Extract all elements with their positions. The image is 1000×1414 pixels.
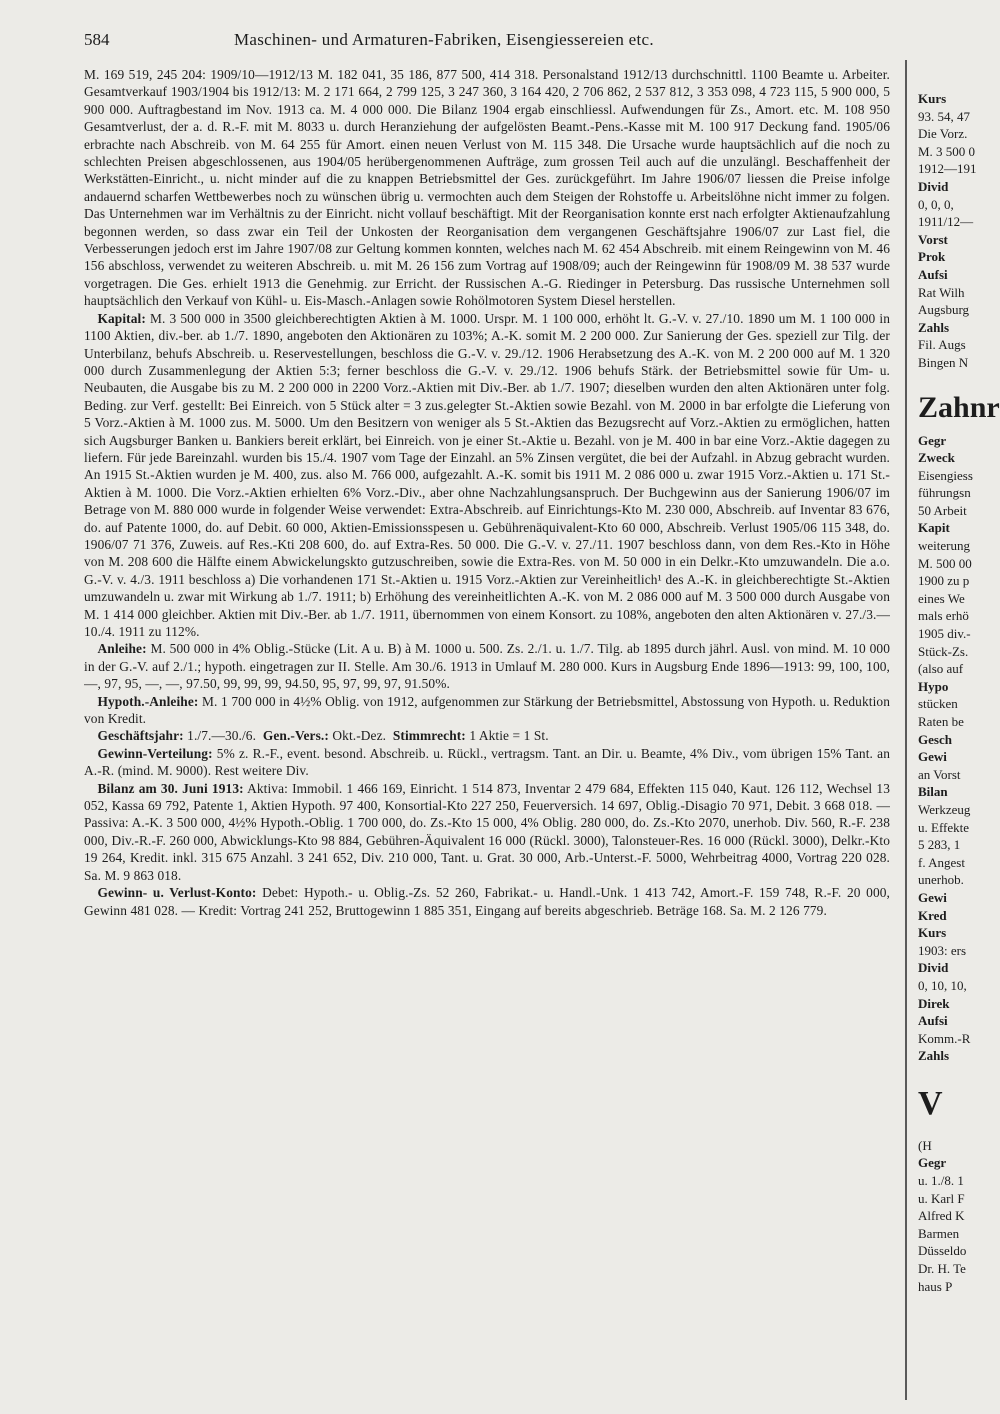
body-text bbox=[84, 66, 890, 919]
right-line: u. 1./8. 1 bbox=[918, 1173, 964, 1189]
guv-label: Gewinn- u. Verlust-Konto: bbox=[97, 885, 257, 901]
right-line: M. 500 00 bbox=[918, 555, 972, 571]
running-title: Maschinen- und Armaturen-Fabriken, Eisengiessereien etc. bbox=[234, 30, 654, 49]
right-lines-group-3 bbox=[918, 1137, 1000, 1295]
right-line: stücken bbox=[918, 696, 958, 712]
right-line: Kapit bbox=[918, 520, 950, 536]
right-line: Alfred K bbox=[918, 1208, 965, 1224]
bilanz-label: Bilanz am 30. Juni 1913: bbox=[97, 780, 244, 796]
right-line: Divid bbox=[918, 178, 949, 194]
anleihe-label: Anleihe: bbox=[97, 641, 147, 657]
right-line: Stück-Zs. bbox=[918, 643, 969, 659]
right-line: Die Vorz. bbox=[918, 126, 968, 142]
right-line: Düsseldo bbox=[918, 1243, 967, 1259]
right-line: f. Angest bbox=[918, 854, 965, 870]
guv-paragraph bbox=[84, 884, 890, 919]
right-line: Fil. Augs bbox=[918, 337, 966, 353]
hypoth-paragraph bbox=[84, 693, 890, 728]
right-line: Vorst bbox=[918, 231, 948, 247]
right-line: Gesch bbox=[918, 731, 952, 747]
right-line: Gegr bbox=[918, 1155, 947, 1171]
gewinn-label: Gewinn-Verteilung: bbox=[97, 745, 213, 761]
right-line: unerhob. bbox=[918, 872, 964, 888]
anleihe-paragraph bbox=[84, 640, 890, 692]
gewinn-paragraph bbox=[84, 745, 890, 780]
kapital-label: Kapital: bbox=[97, 310, 146, 326]
page-number: 584 bbox=[84, 30, 110, 49]
spacer bbox=[918, 1065, 1000, 1081]
right-line: (also auf bbox=[918, 661, 964, 677]
hypoth-text: M. 1 700 000 in 4½% Oblig. von 1912, aufgenommen zur Stärkung der Betriebsmittel, Abstossung von Hypoth. u. Reduktion von Kredit. bbox=[84, 693, 890, 727]
right-line: Gegr bbox=[918, 432, 947, 448]
right-line: Dr. H. Te bbox=[918, 1261, 966, 1277]
right-line: u. Karl F bbox=[918, 1190, 965, 1206]
guv-text: Debet: Hypoth.- u. Oblig.-Zs. 52 260, Fabrikat.- u. Handl.-Unk. 1 413 742, Amort.-F. 159 748, R.-F. 20 000, Gewinn 481 028. — Kredit: Vortrag 241 252, Bruttogewinn 1 885 351, Eingang auf bereits abgeschrieb. Beträge 168. Sa. M. 2 126 779. bbox=[84, 885, 890, 918]
right-line: Komm.-R bbox=[918, 1030, 971, 1046]
page-header bbox=[84, 30, 890, 60]
right-line: führungsn bbox=[918, 485, 971, 501]
kapital-paragraph bbox=[84, 310, 890, 641]
right-line: u. Effekte bbox=[918, 819, 970, 835]
main-column bbox=[84, 30, 890, 1400]
right-line: 0, 0, 0, bbox=[918, 196, 954, 212]
right-line: mals erhö bbox=[918, 608, 969, 624]
right-line: 50 Arbeit bbox=[918, 502, 967, 518]
right-line: Aufsi bbox=[918, 266, 948, 282]
spacer bbox=[918, 372, 1000, 388]
right-line: Gewi bbox=[918, 749, 947, 765]
right-line: Raten be bbox=[918, 714, 964, 729]
gewinn-text: 5% z. R.-F., event. besond. Abschreib. u. Rückl., vertragsm. Tant. an Dir. u. Beamte, 4% Div., vom übrigen 15% Tant. an A.-R. (mind. M. 9000). Rest weitere Div. bbox=[84, 745, 890, 779]
right-line: Augsburg bbox=[918, 302, 970, 318]
right-line: 1903: ers bbox=[918, 942, 967, 958]
right-line: Aufsi bbox=[918, 1013, 948, 1029]
right-line: Zweck bbox=[918, 450, 955, 466]
right-line: Barmen bbox=[918, 1225, 960, 1241]
right-line: 1900 zu p bbox=[918, 573, 970, 589]
right-line: Hypo bbox=[918, 678, 949, 694]
gen-vers-text: Okt.-Dez. bbox=[332, 728, 387, 744]
right-line: an Vorst bbox=[918, 766, 961, 782]
geschaeftsjahr-text: 1./7.—30./6. bbox=[187, 728, 257, 744]
right-line: 5 283, 1 bbox=[918, 837, 961, 853]
right-line: 1911/12— bbox=[918, 214, 974, 230]
bilanz-text: Aktiva: Immobil. 1 466 169, Einricht. 1 514 873, Inventar 2 479 684, Effekten 115 040, Kaut. 126 112, Wechsel 13 052, Kassa 69 792, Patente 1, Aktien Hypoth. 97 400, Konsortial-Kto 227 250, Feuerversich. 14 697, Oblig.-Disagio 70 971, Debit. 3 668 018. — Passiva: A.-K. 3 500 000, 4½% Hypoth.-Oblig. 1 700 000, do. Zs.-Kto 15 000, 4% Oblig. 280 000, do. Zs.-Kto 2070, unerhob. Div. 560, R.-F. 238 000, Div.-R.-F. 260 000, Abwicklungs-Kto 98 884, Gebühren-Äquivalent 16 000 (Rückl. 3000), Talonsteuer-Res. 16 000 (Rückl. 3000), Delkr.-Kto 19 264, Kredit. inkl. 315 675 Anzahl. 3 241 652, Div. 210 000, Tant. u. Grat. 30 000, Arb.-Unterst.-F. 5000, Wehrbeitrag 4000, Vortrag 220 028. Sa. M. 9 863 018. bbox=[84, 780, 890, 883]
adjacent-column-fragment bbox=[918, 90, 1000, 1410]
right-line: Bilan bbox=[918, 784, 948, 800]
right-line: 93. 54, 47 bbox=[918, 108, 970, 124]
right-line: Zahls bbox=[918, 319, 950, 335]
right-line: Zahls bbox=[918, 1048, 950, 1064]
right-line: Direk bbox=[918, 995, 950, 1011]
right-line: M. 3 500 0 bbox=[918, 143, 976, 159]
right-line: 0, 10, 10, bbox=[918, 977, 967, 993]
right-line: Eisengiess bbox=[918, 467, 973, 483]
anleihe-text: M. 500 000 in 4% Oblig.-Stücke (Lit. A u. B) à M. 1000 u. 500. Zs. 2./1. u. 1./7. Tilg. ab 1895 durch jährl. Ausl. von mind. M. 10 000 in der G.-V. auf 2./1.; hypoth. eingetragen zur II. Stelle. Am 30./6. 1913 in Umlauf M. 280 000. Kurs in Augsburg Ende 1896—1913: 99, 100, 100, —, 97, 95, —, —, 97.50, 99, 99, 99, 94.50, 95, 97, 99, 97, 91.50%. bbox=[84, 641, 890, 692]
right-line: eines We bbox=[918, 590, 965, 606]
right-line: Gewi bbox=[918, 889, 947, 905]
stimmrecht-label: Stimmrecht: bbox=[392, 728, 466, 744]
right-line: Kred bbox=[918, 907, 947, 923]
geschaeftsjahr-label: Geschäftsjahr: bbox=[97, 728, 184, 744]
column-divider bbox=[905, 60, 907, 1400]
right-line: Kurs bbox=[918, 925, 947, 941]
right-lines-group-2 bbox=[918, 432, 1000, 1065]
right-line: Divid bbox=[918, 960, 949, 976]
meta-paragraph bbox=[84, 727, 890, 744]
right-line: Prok bbox=[918, 249, 946, 265]
hypoth-label: Hypoth.-Anleihe: bbox=[97, 693, 199, 709]
kapital-text: M. 3 500 000 in 3500 gleichberechtigten Aktien à M. 1000. Urspr. M. 1 100 000, erhöht lt. G.-V. v. 27./10. 1890 um M. 1 100 000 in 1100 Aktien, div.-ber. ab 1./7. 1890, angeboten den Aktionären zu 103%; A.-K. somit M. 2 200 000. Zur Sanierung der Ges. speziell zur Tilg. der Unterbilanz, behufs Abschreib. u. Reservestellungen, beschloss die G.-V. v. 29./12. 1906 Herabsetzung des A.-K. von M. 2 200 000 auf M. 1 320 000 durch Zusammenlegung der Aktien 5:3; ferner beschloss die G.-V. v. 29./12. 1906 behufs Stärk. der Betriebsmittel sowie für Um- u. Neubauten, die Ausgabe bis zu M. 2 200 000 in 2200 Vorz.-Aktien mit Div.-Ber. ab 1./7. 1907; dieselben wurden den alten Aktionären unter folg. Beding. zur Verf. gestellt: Bei Einreich. von 5 Stück alter = 3 zus.gelegter St.-Aktien sowie Bezahl. von M. 2000 in bar erfolgte die Lieferung von 5 Vorz.-Aktien à M. 1000 zus. M. 5000. Um den Besitzern von weniger als 5 St.-Aktien das Bezugsrecht auf Vorz.-Aktien zu ermöglichen, hatten sich Augsburger Banken u. Bankiers bereit erklärt, bei Einreich. von je einer St.-Aktie u. Bezahl. von je M. 400 in bar eine Vorz.-Aktie dagegen zu liefern. Für jede Bareinzahl. wurden bis 15./4. 1907 vom Tage der Einzahl. an 5% Zinsen vergütet, die bei der Aufzahl. in Abzug gebracht wurden. An 1915 St.-Aktien wurden je M. 400, zus. also M. 766 000, aufgezahlt. A.-K. somit bis 1911 M. 2 086 000 u. zwar 1915 Vorz.-Aktien u. 171 St.-Aktien à M. 1000. Die Vorz.-Aktien erhielten 6% Vorz.-Div., aber ohne Nachzahlungsanspruch. Der Buchgewinn aus der Sanierung 1906/07 im Betrage von M. 880 000 wurde in folgender Weise verwendet: Extra-Abschreib. auf Einrichtungs-Kto M. 230 000, Abschreib. auf Inventar 83 676, do. auf Patente 1000, do. auf Debit. 60 000, Aktien-Emissionsspesen u. Gebührenäquivalent-Kto 60 000, Abschreib. Verlust 1905/06 115 348, do. 1906/07 71 376, Zuweis. auf Res.-Kti 208 600, do. auf Extra-Res. 50 000. Die G.-V. v. 27./11. 1907 beschloss dann, von dem Res.-Kto in Höhe von M. 208 600 die Hälfte einem Abwickelungskto gutzuschreiben, sowie die Extra-Res. von M. 50 000 in ein Delkr.-Kto umzuwandeln. Die a.o. G.-V. v. 4./3. 1911 beschloss a) Die vorhandenen 171 St.-Aktien u. 1915 Vorz.-Aktien zur Vereinheitlich¹ des A.-K. in gleichberechtigte St.-Aktien umzuwandeln u. zwar mit Wirkung ab 1./7. 1911; b) Erhöhung des vereinheitlichten A.-K. von M. 2 086 000 auf M. 3 500 000 durch Ausgabe von M. 1 414 000 gleichber. Aktien mit Div.-Ber. ab 1./7. 1911, übernommen von einem Konsort. zu 108%, angeboten den alten Aktionären v. 27./3.—10./4. 1911 zu 112%. bbox=[84, 310, 890, 639]
right-line: Rat Wilh bbox=[918, 284, 965, 300]
gen-vers-label: Gen.-Vers.: bbox=[262, 728, 329, 744]
right-line: Kurs bbox=[918, 91, 947, 106]
stimmrecht-text: 1 Aktie = 1 St. bbox=[469, 728, 549, 744]
bilanz-paragraph bbox=[84, 780, 890, 884]
right-line: weiterung bbox=[918, 538, 970, 554]
right-line: 1905 div.- bbox=[918, 626, 971, 642]
right-line: 1912—191 bbox=[918, 161, 977, 177]
right-heading: Zahnr bbox=[918, 390, 1000, 424]
right-line: Bingen N bbox=[918, 354, 969, 370]
right-lines-group-1 bbox=[918, 90, 1000, 372]
right-line: Werkzeug bbox=[918, 801, 971, 817]
intro-paragraph: M. 169 519, 245 204: 1909/10—1912/13 M. 182 041, 35 186, 877 500, 414 318. Personalstand 1912/13 durchschnittl. 1100 Beamte u. Arbeiter. Gesamtverkauf 1903/1904 bis 1912/13: M. 2 171 664, 2 799 125, 3 247 360, 3 164 420, 2 706 862, 2 537 812, 3 353 098, 4 723 115, 5 900 000, 5 900 000. Auftragbestand im Nov. 1913 ca. M. 4 000 000. Die Bilanz 1904 ergab einschliessl. Aufwendungen für Zs., Amort. etc. M. 108 950 Gesamtverlust, der a. d. R.-F. mit M. 8033 u. durch Heranziehung der aufgelösten Beamt.-Pens.-Kasse mit M. 100 917 Deckung fand. 1905/06 erbrachte nach Abschreib. von M. 64 255 für Amort. einen neuen Verlust von M. 115 348. Die Ursache wurde hauptsächlich auf die noch zu schlechten Preisen abgeschlossenen, aus 1904/05 herübergenommenen Aufträge, zum grossen Teil auch auf die unzulängl. Beschaffenheit der Werkstätten-Einricht., u. nicht minder auf die zu knappen Betriebsmittel der Ges. zurückgeführt. Im Jahre 1906/07 liessen die Preise infolge andauernd scharfen Wettbewerbes noch zu wünschen übrig u. vermochten auch dem Steigen der Rohstoffe u. Arbeitslöhne nicht immer zu folgen. Das Unternehmen war im Verhältnis zu der Einricht. nicht vollauf beschäftigt. Mit der Reorganisation konnte erst nach erfolgter Aktienaufzahlung begonnen werden, so dass zwar ein Teil der Unkosten der Reorganisation dem vergangenen Geschäftsjahre 1906/07 zur Last fiel, die Verbesserungen jedoch erst im Jahre 1907/08 zur Geltung kommen konnten, welches nach M. 62 454 Abschreib. mit einem Reingewinn von M. 46 156 abschloss, verwendet zu weiteren Abschreib. u. mit M. 26 156 zum Vortrag auf 1908/09; auch der Reingewinn für 1908/09 M. 38 537 wurde vorgetragen. Die Ges. erhielt 1913 die Genehmig. zur Erricht. der Russischen A.-G. Riedinger in Petersburg. Das russische Unternehmen soll hauptsächlich den Verkauf von Kühl- u. Eis-Masch.-Anlagen sowie Rohölmotoren System Diesel herstellen. bbox=[84, 67, 890, 309]
right-heading-large: V bbox=[918, 1084, 943, 1122]
right-line: (H bbox=[918, 1137, 932, 1153]
right-line: haus P bbox=[918, 1278, 953, 1294]
